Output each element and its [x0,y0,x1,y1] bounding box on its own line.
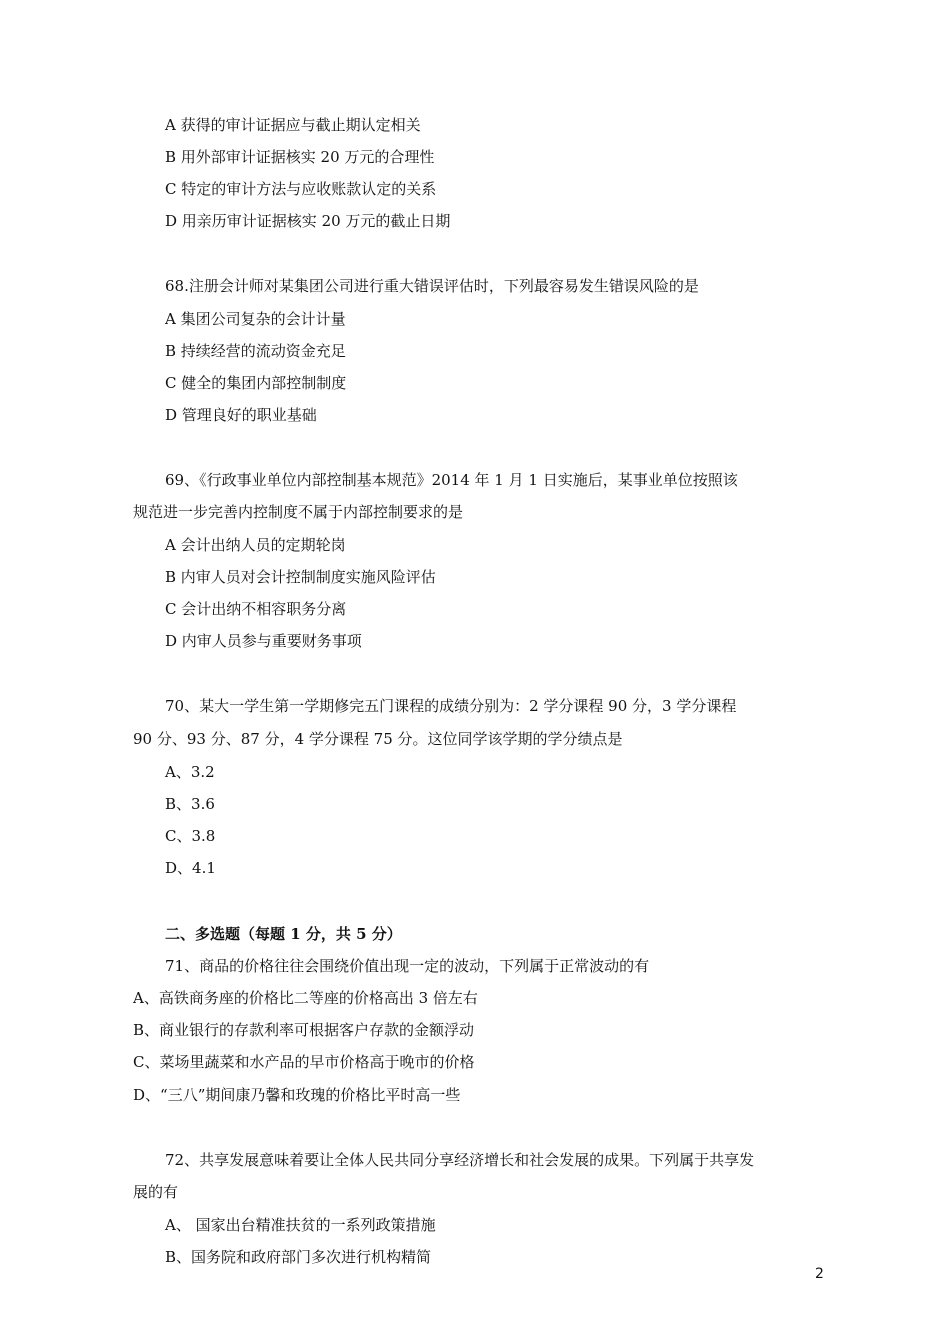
q70-option-b: B、3.6 [165,795,215,813]
q68-stem: 68.注册会计师对某集团公司进行重大错误评估时，下列最容易发生错误风险的是 [165,277,699,295]
q68-option-a: A 集团公司复杂的会计计量 [165,310,346,328]
q69-stem-line2: 规范进一步完善内控制度不属于内部控制要求的是 [133,503,464,521]
q72-stem-line1: 72、共享发展意味着要让全体人民共同分享经济增长和社会发展的成果。下列属于共享发 [165,1151,755,1169]
q70-option-c: C、3.8 [165,827,216,845]
q68-option-d: D 管理良好的职业基础 [165,406,317,424]
q72-option-b: B、国务院和政府部门多次进行机构精简 [165,1248,432,1266]
q71-option-b: B、商业银行的存款利率可根据客户存款的金额浮动 [133,1021,475,1039]
q70-stem-line2: 90 分、93 分、87 分，4 学分课程 75 分。这位同学该学期的学分绩点是 [133,730,623,748]
q69-option-c: C 会计出纳不相容职务分离 [165,600,347,618]
q67-option-b: B 用外部审计证据核实 20 万元的合理性 [165,148,435,166]
q67-option-c: C 特定的审计方法与应收账款认定的关系 [165,180,437,198]
q70-option-d: D、4.1 [165,859,216,877]
q69-option-b: B 内审人员对会计控制制度实施风险评估 [165,568,436,586]
page-number: 2 [815,1266,824,1282]
q71-stem: 71、商品的价格往往会围绕价值出现一定的波动，下列属于正常波动的有 [165,957,650,975]
q72-stem-line2: 展的有 [133,1183,179,1201]
q68-option-c: C 健全的集团内部控制制度 [165,374,347,392]
q68-option-b: B 持续经营的流动资金充足 [165,342,346,360]
q71-option-d: D、“三八”期间康乃馨和玫瑰的价格比平时高一些 [133,1086,461,1104]
q67-option-a: A 获得的审计证据应与截止期认定相关 [165,116,421,134]
q67-option-d: D 用亲历审计证据核实 20 万元的截止日期 [165,212,451,230]
q70-stem-line1: 70、某大一学生第一学期修完五门课程的成绩分别为：2 学分课程 90 分，3 学分课程 [165,697,737,715]
q71-option-c: C、菜场里蔬菜和水产品的早市价格高于晚市的价格 [133,1053,475,1071]
q71-option-a: A、高铁商务座的价格比二等座的价格高出 3 倍左右 [133,989,478,1007]
section-heading-multiple-choice: 二、多选题（每题 1 分，共 5 分） [165,925,402,943]
q72-option-a: A、 国家出台精准扶贫的一系列政策措施 [165,1216,436,1234]
q69-stem-line1: 69、《行政事业单位内部控制基本规范》2014 年 1 月 1 日实施后，某事业单位按照该 [165,471,738,489]
q70-option-a: A、3.2 [165,763,215,781]
q69-option-a: A 会计出纳人员的定期轮岗 [165,536,346,554]
q69-option-d: D 内审人员参与重要财务事项 [165,632,362,650]
